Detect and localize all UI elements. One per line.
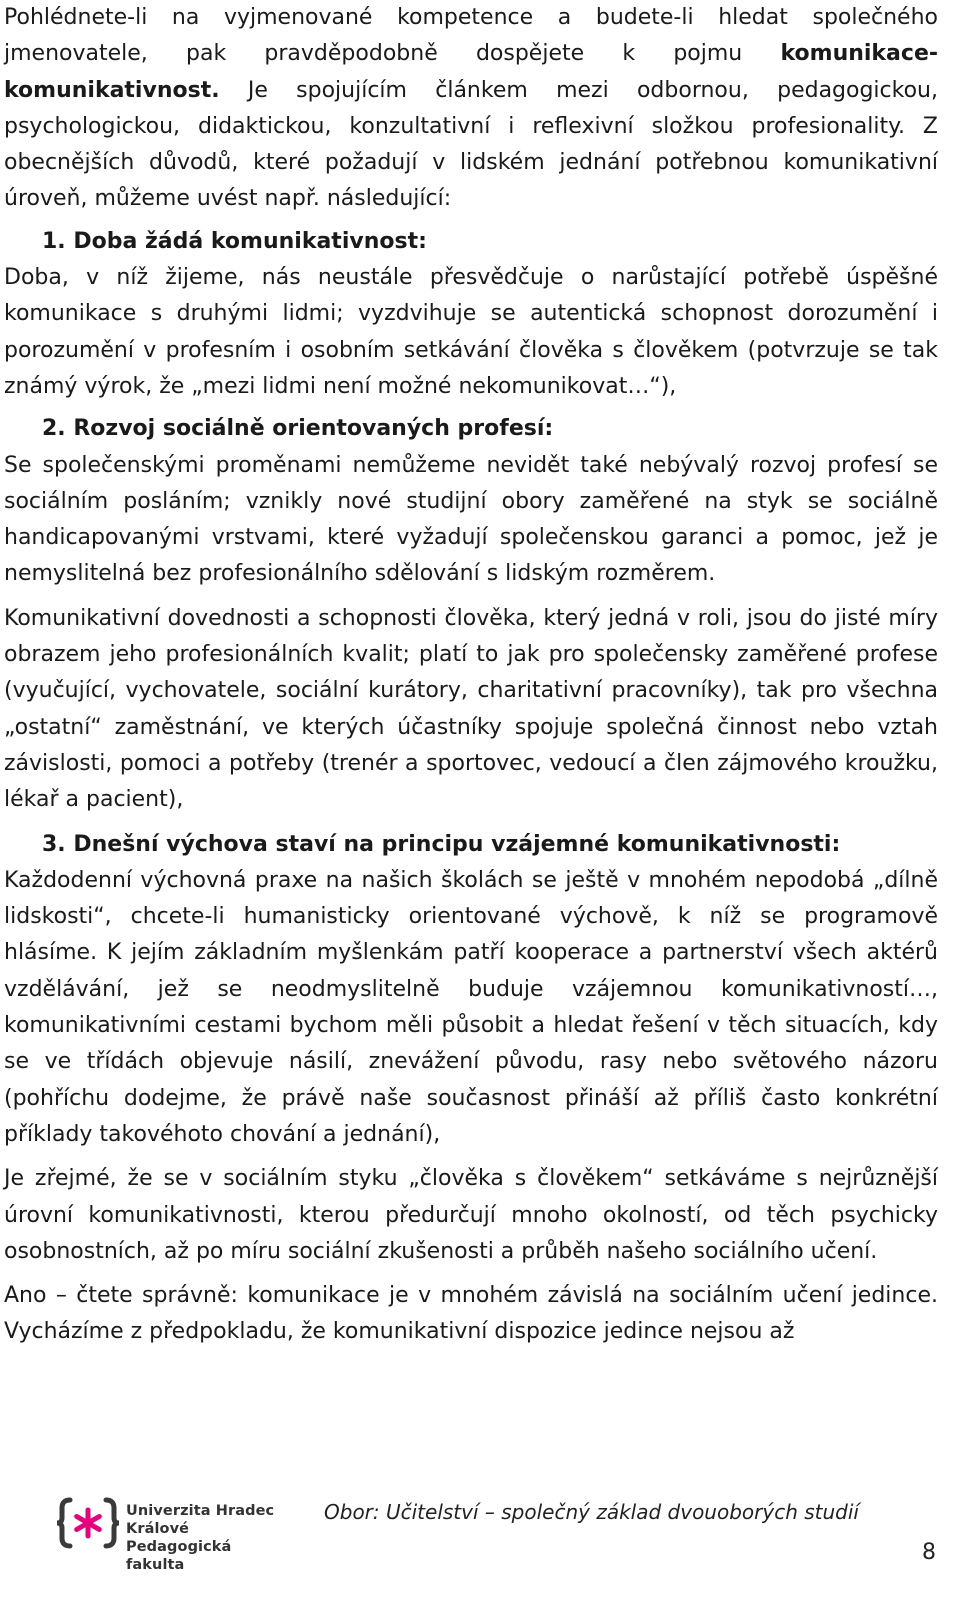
section-2-paragraph: Se společenskými proměnami nemůžeme nevidět také nebývalý rozvoj profesí se sociálním posláním; vznikly nové studijní obory zaměřené na styk se sociálně handicapovanými vrstvami, které vyžadují společenskou garanci a pomoc, jež je nemyslitelná bez profesionálního sdělování s lidským rozměrem. bbox=[4, 452, 938, 587]
intro-text-continued: Je spojujícím článkem mezi odbornou, pedagogickou, psychologickou, didaktickou, konzultativní i reflexivní složkou profesionality. Z obecnějších důvodů, které požadují v lidském jednání potřebnou komunikativní úroveň, můžeme uvést např. následující: bbox=[4, 77, 938, 212]
section-number: 2. bbox=[42, 416, 66, 442]
university-logo-text bbox=[126, 1502, 276, 1574]
section-title: Rozvoj sociálně orientovaných profesí: bbox=[73, 416, 554, 442]
section-title: Dnešní výchova staví na principu vzájemné komunikativnosti: bbox=[73, 831, 841, 857]
university-logo-icon bbox=[56, 1496, 120, 1550]
intro-paragraph bbox=[4, 0, 938, 218]
section-number: 3. bbox=[42, 831, 66, 857]
document-page bbox=[4, 0, 938, 1351]
section-1-paragraph: Doba, v níž žijeme, nás neustále přesvědčuje o narůstající potřebě úspěšné komunikace s druhými lidmi; vyzdvihuje se autentická schopnost dorozumění i porozumění v profesním i osobním setkávání člověka s člověkem (potvrzuje se tak známý výrok, že „mezi lidmi není možné nekomunikovat…“), bbox=[4, 265, 938, 399]
page-number: 8 bbox=[922, 1540, 936, 1565]
university-name: Univerzita Hradec Králové bbox=[126, 1503, 275, 1537]
closing-paragraph-1: Je zřejmé, že se v sociálním styku „člověka s člověkem“ setkáváme s nejrůznější úrovní komunikativnosti, kterou předurčují mnoho okolností, od těch psychicky osobnostních, až po míru sociální zkušenosti a průběh našeho sociálního učení. bbox=[4, 1166, 938, 1264]
section-heading-3 bbox=[4, 827, 938, 863]
section-2-paragraph-2: Komunikativní dovednosti a schopnosti člověka, který jedná v roli, jsou do jisté míry obrazem jeho profesionálních kvalit; platí to jak pro společensky zaměřené profese (vyučující, vychovatele, sociální kurátory, charitativní pracovníky), tak pro všechna „ostatní“ zaměstnání, ve kterých účastníky spojuje společná činnost nebo vztah závislosti, pomoci a potřeby (trenér a sportovec, vedoucí a člen zájmového kroužku, lékař a pacient), bbox=[4, 605, 938, 813]
keyword-bold: komunikace-komunikativnost. bbox=[4, 41, 938, 103]
intro-text: Pohlédnete-li na vyjmenované kompetence a budete-li hledat společného jmenovatele, pak pravděpodobně dospějete k pojmu bbox=[4, 5, 938, 67]
section-3-paragraph: Každodenní výchovná praxe na našich školách se ještě v mnohém nepodobá „dílně lidskosti“, chcete-li humanisticky orientované výchově, k níž se programově hlásíme. K jejím základním myšlenkám patří kooperace a partnerství všech aktérů vzdělávání, jež se neodmyslitelně buduje vzájemnou komunikativností…, komunikativními cestami bychom měli působit a hledat řešení v těch situacích, kdy se ve třídách objevuje násilí, znevážení původu, rasy nebo světového názoru (pohříchu dodejme, že právě naše současnost přináší až příliš často konkrétní příklady takovéhoto chování a jednání), bbox=[4, 867, 938, 1147]
study-field-label: Obor: Učitelství – společný základ dvouoborých studií bbox=[324, 1500, 859, 1524]
page-footer bbox=[0, 1480, 960, 1601]
section-title: Doba žádá komunikativnost: bbox=[73, 228, 427, 254]
closing-paragraph-2: Ano – čtete správně: komunikace je v mnohém závislá na sociálním učení jedince. Vycházíme z předpokladu, že komunikativní dispozice jedince nejsou až bbox=[4, 1283, 938, 1345]
section-number: 1. bbox=[42, 228, 66, 254]
section-heading-1 bbox=[4, 224, 938, 260]
faculty-name: Pedagogická fakulta bbox=[126, 1539, 232, 1573]
section-heading-2 bbox=[4, 411, 938, 447]
university-logo bbox=[56, 1496, 276, 1573]
